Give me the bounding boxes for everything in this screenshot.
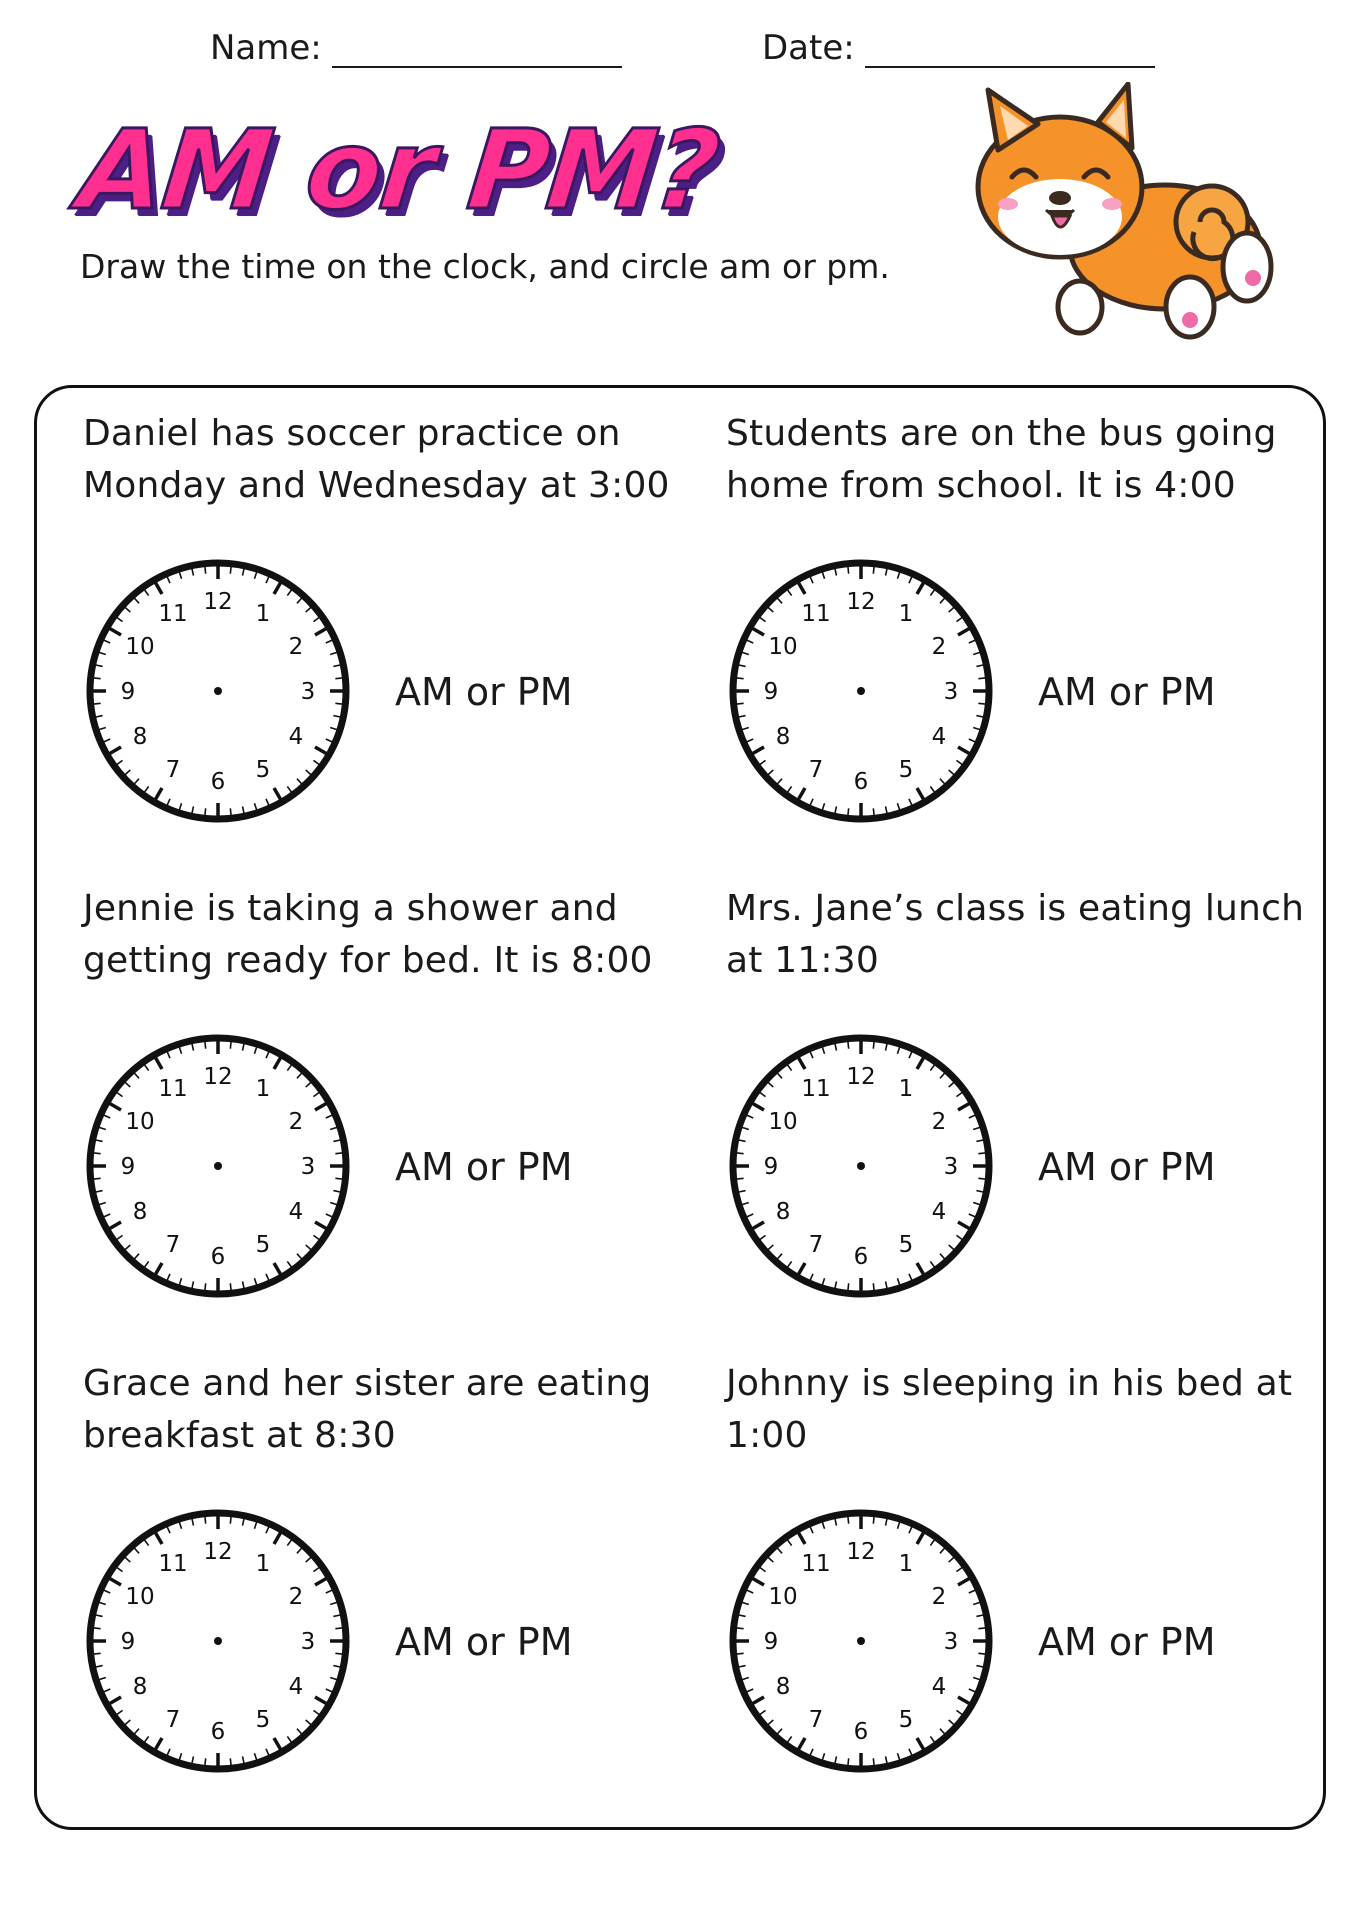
clock-center-dot bbox=[214, 687, 222, 695]
clock-numeral: 11 bbox=[158, 1076, 188, 1103]
clock-numeral: 12 bbox=[846, 589, 876, 615]
clock-minute-tick bbox=[873, 808, 874, 815]
problem-5 bbox=[83, 1358, 683, 1828]
clock-minute-tick bbox=[978, 1153, 985, 1154]
clock-numeral: 1 bbox=[898, 601, 914, 628]
clock-minute-tick bbox=[335, 703, 342, 704]
clock-minute-tick bbox=[978, 678, 985, 679]
clock-numeral: 5 bbox=[898, 756, 914, 783]
am-pm-choice[interactable]: AM or PM bbox=[395, 1145, 573, 1189]
clock-numeral: 7 bbox=[165, 1706, 181, 1733]
clock-numeral: 3 bbox=[300, 1629, 316, 1655]
clock-numeral: 4 bbox=[288, 724, 304, 750]
clock-numeral: 10 bbox=[125, 1584, 155, 1610]
clock-numeral: 2 bbox=[288, 634, 304, 660]
clock-numeral: 11 bbox=[158, 1551, 188, 1578]
date-label: Date: bbox=[762, 28, 855, 68]
problem-4 bbox=[726, 883, 1326, 1353]
clock-numeral: 1 bbox=[255, 1551, 271, 1578]
clock-minute-tick bbox=[230, 1758, 231, 1765]
date-field[interactable] bbox=[762, 28, 1155, 68]
clock-minute-tick bbox=[873, 1283, 874, 1290]
name-blank-line[interactable] bbox=[332, 30, 622, 68]
clock-numeral: 10 bbox=[125, 634, 155, 660]
clock-numeral: 9 bbox=[120, 1154, 136, 1180]
clock-minute-tick bbox=[94, 1628, 101, 1629]
problem-prompt bbox=[726, 883, 1326, 987]
problem-prompt bbox=[83, 1358, 683, 1462]
date-blank-line[interactable] bbox=[865, 30, 1155, 68]
clock-minute-tick bbox=[848, 1517, 849, 1524]
clock-minute-tick bbox=[737, 1628, 744, 1629]
name-field[interactable] bbox=[210, 28, 622, 68]
problem-3 bbox=[83, 883, 683, 1353]
clock-minute-tick bbox=[848, 808, 849, 815]
problem-prompt bbox=[726, 1358, 1326, 1462]
clock-numeral: 7 bbox=[165, 1231, 181, 1258]
am-pm-choice[interactable]: AM or PM bbox=[395, 1620, 573, 1664]
clock-numeral: 9 bbox=[763, 679, 779, 705]
prompt-line-2: 1:00 bbox=[726, 1415, 808, 1456]
clock-numeral: 8 bbox=[775, 1199, 791, 1225]
prompt-line-2: at 11:30 bbox=[726, 940, 879, 981]
clock-numeral: 11 bbox=[801, 601, 831, 628]
clock-numeral: 10 bbox=[768, 1109, 798, 1135]
prompt-line-1: Students are on the bus going bbox=[726, 413, 1277, 454]
clock-numeral: 1 bbox=[898, 1076, 914, 1103]
clock-minute-tick bbox=[737, 1153, 744, 1154]
clock-minute-tick bbox=[873, 1758, 874, 1765]
prompt-line-2: breakfast at 8:30 bbox=[83, 1415, 396, 1456]
clock-numeral: 11 bbox=[801, 1551, 831, 1578]
clock-numeral: 9 bbox=[120, 679, 136, 705]
problem-6 bbox=[726, 1358, 1326, 1828]
clock-numeral: 9 bbox=[120, 1629, 136, 1655]
clock-minute-tick bbox=[978, 1628, 985, 1629]
clock-minute-tick bbox=[230, 808, 231, 815]
clock-minute-tick bbox=[205, 1283, 206, 1290]
clock-numeral: 10 bbox=[768, 1584, 798, 1610]
prompt-line-1: Mrs. Jane’s class is eating lunch bbox=[726, 888, 1305, 929]
clock-minute-tick bbox=[230, 1517, 231, 1524]
blank-clock-face[interactable] bbox=[726, 1506, 996, 1776]
clock-numeral: 8 bbox=[132, 1674, 148, 1700]
clock-numeral: 5 bbox=[898, 1706, 914, 1733]
clock-center-dot bbox=[857, 1637, 865, 1645]
problem-2 bbox=[726, 408, 1326, 878]
instructions: Draw the time on the clock, and circle am or pm. bbox=[80, 247, 890, 286]
clock-minute-tick bbox=[848, 1283, 849, 1290]
am-pm-choice[interactable]: AM or PM bbox=[1038, 1145, 1216, 1189]
clock-numeral: 7 bbox=[808, 1706, 824, 1733]
clock-minute-tick bbox=[335, 1153, 342, 1154]
clock-numeral: 6 bbox=[210, 1719, 226, 1745]
clock-numeral: 12 bbox=[846, 1539, 876, 1565]
clock-numeral: 5 bbox=[898, 1231, 914, 1258]
clock-numeral: 6 bbox=[210, 1244, 226, 1270]
clock-minute-tick bbox=[737, 678, 744, 679]
clock-minute-tick bbox=[94, 1153, 101, 1154]
clock-minute-tick bbox=[737, 1653, 744, 1654]
clock-minute-tick bbox=[848, 1042, 849, 1049]
clock-numeral: 4 bbox=[931, 1674, 947, 1700]
blank-clock-face[interactable] bbox=[83, 1031, 353, 1301]
prompt-line-1: Jennie is taking a shower and bbox=[83, 888, 618, 929]
shiba-dog-mascot-icon bbox=[950, 82, 1310, 352]
prompt-line-2: home from school. It is 4:00 bbox=[726, 465, 1236, 506]
clock-numeral: 6 bbox=[853, 769, 869, 795]
clock-numeral: 12 bbox=[203, 589, 233, 615]
clock-numeral: 2 bbox=[931, 1109, 947, 1135]
clock-numeral: 3 bbox=[300, 1154, 316, 1180]
clock-center-dot bbox=[214, 1637, 222, 1645]
clock-numeral: 2 bbox=[288, 1584, 304, 1610]
clock-numeral: 2 bbox=[288, 1109, 304, 1135]
clock-numeral: 8 bbox=[132, 724, 148, 750]
clock-minute-tick bbox=[335, 678, 342, 679]
am-pm-choice[interactable]: AM or PM bbox=[1038, 670, 1216, 714]
clock-numeral: 1 bbox=[898, 1551, 914, 1578]
prompt-line-2: Monday and Wednesday at 3:00 bbox=[83, 465, 670, 506]
clock-minute-tick bbox=[205, 1517, 206, 1524]
problem-prompt bbox=[83, 408, 683, 512]
clock-numeral: 7 bbox=[808, 1231, 824, 1258]
clock-numeral: 4 bbox=[931, 724, 947, 750]
clock-numeral: 11 bbox=[801, 1076, 831, 1103]
am-pm-choice[interactable]: AM or PM bbox=[395, 670, 573, 714]
clock-numeral: 4 bbox=[931, 1199, 947, 1225]
prompt-line-1: Johnny is sleeping in his bed at bbox=[726, 1363, 1293, 1404]
clock-numeral: 7 bbox=[165, 756, 181, 783]
clock-numeral: 10 bbox=[125, 1109, 155, 1135]
clock-numeral: 12 bbox=[203, 1064, 233, 1090]
clock-minute-tick bbox=[978, 703, 985, 704]
clock-numeral: 3 bbox=[943, 679, 959, 705]
problem-1 bbox=[83, 408, 683, 878]
clock-minute-tick bbox=[205, 808, 206, 815]
clock-minute-tick bbox=[94, 1178, 101, 1179]
clock-numeral: 10 bbox=[768, 634, 798, 660]
clock-minute-tick bbox=[205, 1758, 206, 1765]
clock-minute-tick bbox=[737, 703, 744, 704]
clock-numeral: 1 bbox=[255, 601, 271, 628]
clock-numeral: 12 bbox=[846, 1064, 876, 1090]
clock-minute-tick bbox=[205, 567, 206, 574]
clock-numeral: 3 bbox=[300, 679, 316, 705]
clock-center-dot bbox=[214, 1162, 222, 1170]
clock-numeral: 6 bbox=[853, 1719, 869, 1745]
clock-numeral: 3 bbox=[943, 1629, 959, 1655]
clock-numeral: 9 bbox=[763, 1154, 779, 1180]
worksheet-panel bbox=[34, 385, 1326, 1830]
clock-center-dot bbox=[857, 687, 865, 695]
clock-minute-tick bbox=[978, 1653, 985, 1654]
worksheet-title: AM or PM? bbox=[73, 106, 724, 234]
clock-numeral: 12 bbox=[203, 1539, 233, 1565]
clock-minute-tick bbox=[848, 567, 849, 574]
clock-minute-tick bbox=[94, 703, 101, 704]
clock-numeral: 11 bbox=[158, 601, 188, 628]
clock-numeral: 8 bbox=[775, 1674, 791, 1700]
clock-numeral: 3 bbox=[943, 1154, 959, 1180]
clock-minute-tick bbox=[978, 1178, 985, 1179]
name-label: Name: bbox=[210, 28, 322, 68]
blank-clock-face[interactable] bbox=[83, 1506, 353, 1776]
prompt-line-1: Grace and her sister are eating bbox=[83, 1363, 652, 1404]
clock-numeral: 5 bbox=[255, 756, 271, 783]
clock-numeral: 8 bbox=[132, 1199, 148, 1225]
clock-minute-tick bbox=[230, 1283, 231, 1290]
clock-minute-tick bbox=[873, 1517, 874, 1524]
clock-numeral: 1 bbox=[255, 1076, 271, 1103]
clock-numeral: 6 bbox=[210, 769, 226, 795]
clock-minute-tick bbox=[335, 1628, 342, 1629]
problem-prompt bbox=[726, 408, 1326, 512]
clock-numeral: 5 bbox=[255, 1706, 271, 1733]
clock-numeral: 6 bbox=[853, 1244, 869, 1270]
clock-minute-tick bbox=[335, 1653, 342, 1654]
blank-clock-face[interactable] bbox=[726, 556, 996, 826]
clock-minute-tick bbox=[94, 1653, 101, 1654]
clock-minute-tick bbox=[230, 1042, 231, 1049]
blank-clock-face[interactable] bbox=[83, 556, 353, 826]
clock-minute-tick bbox=[230, 567, 231, 574]
clock-minute-tick bbox=[94, 678, 101, 679]
clock-numeral: 8 bbox=[775, 724, 791, 750]
clock-numeral: 4 bbox=[288, 1674, 304, 1700]
clock-minute-tick bbox=[335, 1178, 342, 1179]
clock-numeral: 2 bbox=[931, 1584, 947, 1610]
blank-clock-face[interactable] bbox=[726, 1031, 996, 1301]
clock-minute-tick bbox=[205, 1042, 206, 1049]
clock-minute-tick bbox=[737, 1178, 744, 1179]
clock-minute-tick bbox=[873, 567, 874, 574]
clock-minute-tick bbox=[873, 1042, 874, 1049]
clock-numeral: 7 bbox=[808, 756, 824, 783]
prompt-line-1: Daniel has soccer practice on bbox=[83, 413, 621, 454]
problem-prompt bbox=[83, 883, 683, 987]
clock-center-dot bbox=[857, 1162, 865, 1170]
clock-minute-tick bbox=[848, 1758, 849, 1765]
clock-numeral: 9 bbox=[763, 1629, 779, 1655]
prompt-line-2: getting ready for bed. It is 8:00 bbox=[83, 940, 653, 981]
am-pm-choice[interactable]: AM or PM bbox=[1038, 1620, 1216, 1664]
clock-numeral: 5 bbox=[255, 1231, 271, 1258]
clock-numeral: 4 bbox=[288, 1199, 304, 1225]
clock-numeral: 2 bbox=[931, 634, 947, 660]
